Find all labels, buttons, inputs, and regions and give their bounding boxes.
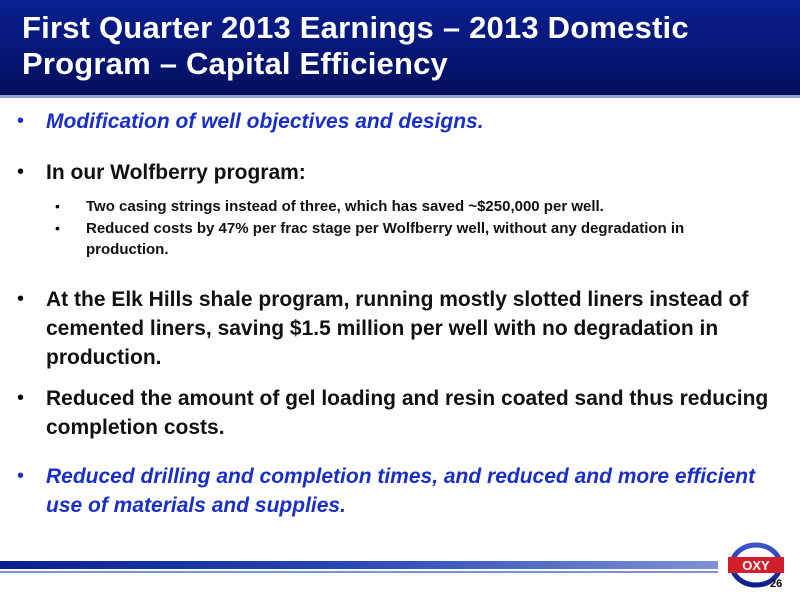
page-number: 26 <box>770 578 783 590</box>
bullet-text: Reduced the amount of gel loading and resin coated sand thus reducing completion costs. <box>46 387 769 439</box>
sub-bullet-dot: • <box>55 220 60 236</box>
header-divider <box>0 95 800 98</box>
bullet-dot: • <box>17 110 25 132</box>
sub-bullet-text: Reduced costs by 47% per frac stage per Wolfberry well, without any degradation in production. <box>86 220 685 258</box>
bullet-dot: • <box>17 161 25 183</box>
slide-title: First Quarter 2013 Earnings – 2013 Domestic Program – Capital Efficiency <box>22 10 689 81</box>
footer-divider <box>0 571 718 573</box>
bullet-dot: • <box>17 465 25 487</box>
bullet-text: At the Elk Hills shale program, running mostly slotted liners instead of cemented liners, saving $1.5 million per well with no degradation in production. <box>46 288 749 369</box>
bullet-text: In our Wolfberry program: <box>46 161 306 184</box>
bullet-dot: • <box>17 387 25 409</box>
sub-bullet-text: Two casing strings instead of three, which has saved ~$250,000 per well. <box>86 198 604 215</box>
bullet-text: Reduced drilling and completion times, and reduced and more efficient use of materials and supplies. <box>46 465 756 517</box>
bullet-dot: • <box>17 288 25 310</box>
footer-bar <box>0 561 718 569</box>
slide-header <box>0 0 800 95</box>
logo-text: OXY <box>742 558 770 573</box>
sub-bullet-dot: • <box>55 198 60 214</box>
bullet-text: Modification of well objectives and designs. <box>46 110 484 133</box>
